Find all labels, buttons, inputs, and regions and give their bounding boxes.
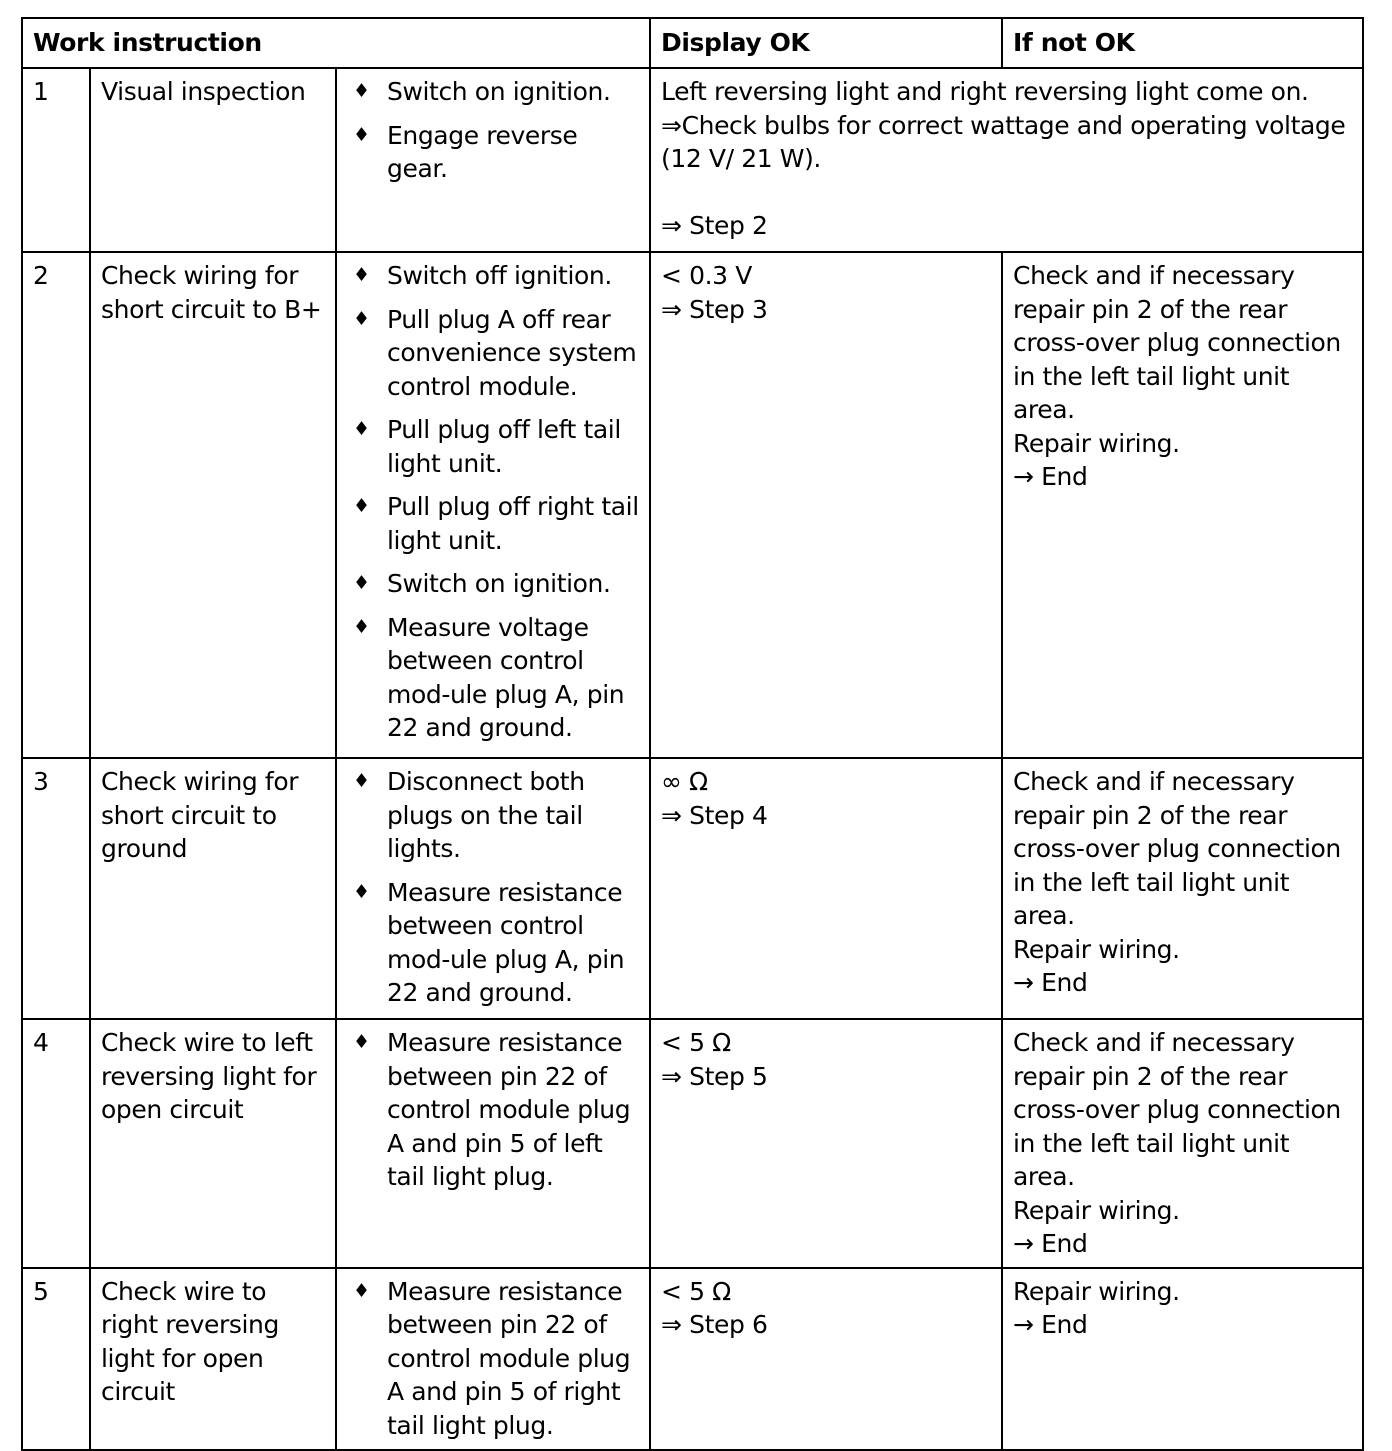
step-title: Check wire to left reversing light for open circuit (90, 1019, 336, 1268)
if-not-ok-cell (1002, 252, 1363, 758)
list-item (347, 119, 640, 186)
display-ok-cell (650, 1268, 1002, 1450)
bullet-diamond-icon: ♦ (353, 880, 370, 903)
step-number: 1 (22, 68, 90, 252)
action-text: Measure voltage between control mod-ule plug A, pin 22 and ground. (387, 612, 625, 742)
list-item (347, 567, 640, 601)
display-ok-cell (650, 252, 1002, 758)
table-row (22, 1268, 1363, 1450)
spacer-line (661, 176, 1353, 209)
bullet-diamond-icon: ♦ (353, 615, 370, 638)
list-item (347, 876, 640, 1010)
table-row (22, 252, 1363, 758)
display-ok-line: < 5 Ω (661, 1276, 731, 1306)
display-ok-cell (650, 1019, 1002, 1268)
display-ok-line: ⇒ Step 2 (661, 210, 768, 240)
list-item (347, 259, 640, 293)
bullet-diamond-icon: ♦ (353, 572, 370, 594)
list-item (347, 75, 640, 109)
display-ok-line: ⇒ Step 3 (661, 294, 768, 324)
list-item (347, 303, 640, 404)
if-not-ok-line: → End (1013, 462, 1088, 491)
step-number: 2 (22, 252, 90, 758)
action-text: Measure resistance between pin 22 of control module plug A and pin 5 of left tail light plug. (387, 1028, 631, 1191)
if-not-ok-line: Repair wiring. (1013, 934, 1180, 964)
step-title: Check wiring for short circuit to B+ (90, 252, 336, 758)
action-text: Disconnect both plugs on the tail lights. (387, 767, 585, 863)
table-row (22, 1019, 1363, 1268)
list-item (347, 1026, 640, 1194)
step-number: 4 (22, 1019, 90, 1268)
header-row (22, 18, 1363, 68)
step-title: Visual inspection (90, 68, 336, 252)
step-actions (336, 1268, 650, 1450)
display-ok-line: < 5 Ω (661, 1028, 731, 1057)
display-ok-line: Left reversing light and right reversing light come on. (661, 77, 1309, 106)
list-item (347, 490, 640, 557)
if-not-ok-line: → End (1013, 968, 1088, 997)
if-not-ok-cell (1002, 1019, 1363, 1268)
if-not-ok-line: Repair wiring. (1013, 428, 1180, 458)
step-number: 5 (22, 1268, 90, 1450)
step-actions (336, 252, 650, 758)
display-ok-cell (650, 68, 1363, 252)
step-actions (336, 758, 650, 1019)
action-text: Measure resistance between control mod-ule plug A, pin 22 and ground. (387, 877, 625, 1007)
action-text: Pull plug A off rear convenience system control module. (387, 304, 637, 401)
display-ok-line: ⇒Check bulbs for correct wattage and operating voltage (12 V/ 21 W). (661, 110, 1346, 173)
step-title: Check wire to right reversing light for open circuit (90, 1268, 336, 1450)
if-not-ok-line: Check and if necessary repair pin 2 of the rear cross-over plug connection in the left tail light unit area. (1013, 261, 1341, 424)
step-title: Check wiring for short circuit to ground (90, 758, 336, 1019)
action-text: Switch on ignition. (387, 77, 611, 106)
if-not-ok-line: Check and if necessary repair pin 2 of the rear cross-over plug connection in the left tail light unit area. (1013, 767, 1341, 930)
if-not-ok-line: → End (1013, 1310, 1088, 1339)
list-item (347, 1275, 640, 1443)
action-text: Switch off ignition. (387, 261, 612, 290)
action-text: Pull plug off right tail light unit. (387, 492, 639, 555)
bullet-diamond-icon: ♦ (353, 770, 370, 792)
display-ok-line: ⇒ Step 5 (661, 1061, 768, 1091)
if-not-ok-cell (1002, 758, 1363, 1019)
if-not-ok-cell (1002, 1268, 1363, 1450)
step-number: 3 (22, 758, 90, 1019)
if-not-ok-line: Repair wiring. (1013, 1276, 1180, 1306)
action-text: Switch on ignition. (387, 569, 611, 598)
if-not-ok-line: Check and if necessary repair pin 2 of the rear cross-over plug connection in the left tail light unit area. (1013, 1028, 1341, 1191)
if-not-ok-line: Repair wiring. (1013, 1195, 1180, 1225)
bullet-diamond-icon: ♦ (353, 307, 370, 330)
step-actions (336, 1019, 650, 1268)
list-item (347, 611, 640, 745)
display-ok-line: ⇒ Step 6 (661, 1310, 768, 1339)
action-text: Engage reverse gear. (387, 120, 578, 183)
bullet-diamond-icon: ♦ (353, 495, 370, 517)
header-work-instruction: Work instruction (22, 18, 650, 68)
action-text: Measure resistance between pin 22 of control module plug A and pin 5 of right tail light plug. (387, 1276, 631, 1440)
table-row (22, 68, 1363, 252)
bullet-diamond-icon: ♦ (353, 1279, 370, 1302)
bullet-diamond-icon: ♦ (353, 418, 370, 440)
display-ok-line: ⇒ Step 4 (661, 800, 768, 830)
if-not-ok-line: → End (1013, 1229, 1088, 1258)
header-if-not-ok: If not OK (1002, 18, 1363, 68)
step-actions (336, 68, 650, 252)
header-display-ok: Display OK (650, 18, 1002, 68)
display-ok-line: ∞ Ω (661, 767, 708, 796)
action-text: Pull plug off left tail light unit. (387, 415, 621, 478)
bullet-diamond-icon: ♦ (353, 264, 370, 286)
display-ok-cell (650, 758, 1002, 1019)
display-ok-line: < 0.3 V (661, 261, 752, 290)
bullet-diamond-icon: ♦ (353, 1031, 370, 1053)
work-instruction-table (21, 17, 1364, 1451)
bullet-diamond-icon: ♦ (353, 80, 370, 102)
list-item (347, 413, 640, 480)
list-item (347, 765, 640, 866)
bullet-diamond-icon: ♦ (353, 123, 370, 146)
table-row (22, 758, 1363, 1019)
